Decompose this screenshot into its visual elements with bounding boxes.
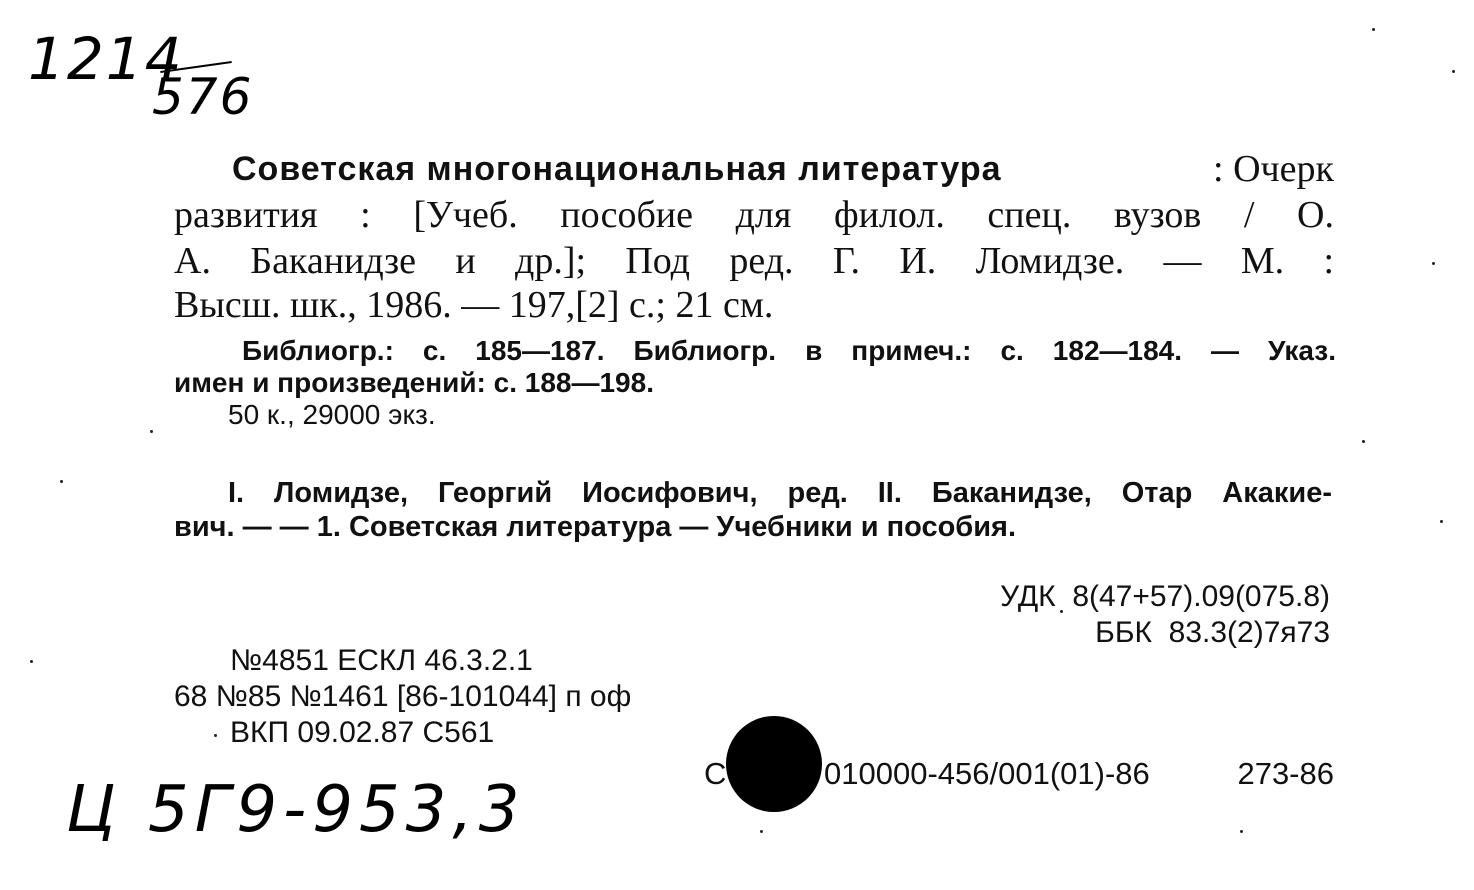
handwritten-shelf-mark: Ц 5Г9-953,3 xyxy=(66,773,526,847)
dust-speck xyxy=(214,734,217,737)
dust-speck xyxy=(30,660,33,663)
dust-speck xyxy=(760,830,763,833)
registry-line-3: ВКП 09.02.87 С561 xyxy=(230,716,495,749)
dust-speck xyxy=(1452,70,1455,73)
entry-line-4: Высш. шк., 1986. — 197,[2] с.; 21 см. xyxy=(174,284,774,326)
handwritten-code-top: 1214 xyxy=(28,25,184,93)
udk-code: УДК 8(47+57).09(075.8) xyxy=(1000,580,1330,613)
bibliography-note: Библиогр.: с. 185—187. Библиогр. в примеч.: с. 182—184. — Указ. xyxy=(242,335,1336,366)
price-print-run: 50 к., 29000 экз. xyxy=(228,399,436,430)
dust-speck xyxy=(1372,28,1375,31)
dust-speck xyxy=(150,430,153,433)
dust-speck xyxy=(60,480,63,483)
dust-speck xyxy=(1440,520,1443,523)
bbk-code: ББК 83.3(2)7я73 xyxy=(1095,616,1330,649)
ink-blot xyxy=(726,716,822,812)
entry-line-2: развития : [Учеб. пособие для филол. спец. вузов / О. xyxy=(174,194,1334,236)
handwritten-code-sub: 576 xyxy=(152,68,254,126)
entry-line-1 xyxy=(232,146,1334,192)
dust-speck xyxy=(1240,830,1243,833)
dust-speck xyxy=(1432,262,1435,265)
registry-line-2: 68 №85 №1461 [86-101044] п оф xyxy=(174,680,632,713)
copyright-symbol: С xyxy=(704,756,727,791)
book-title: Советская многонациональная литература xyxy=(232,150,1002,188)
subtitle-start: : Очерк xyxy=(1213,148,1334,190)
publisher-code: 010000-456/001(01)-86 273-86 xyxy=(824,756,1334,791)
registry-line-1: №4851 ЕСКЛ 46.3.2.1 xyxy=(230,644,533,677)
index-note: имен и произведений: с. 188—198. xyxy=(174,367,654,398)
tracings-line-2: вич. — — 1. Советская литература — Учебники и пособия. xyxy=(174,511,1017,543)
tracings-line-1: I. Ломидзе, Георгий Иосифович, ред. II. Баканидзе, Отар Акакие- xyxy=(228,477,1332,509)
dust-speck xyxy=(1362,440,1365,443)
entry-line-3: А. Баканидзе и др.]; Под ред. Г. И. Ломидзе. — М. : xyxy=(174,240,1334,282)
